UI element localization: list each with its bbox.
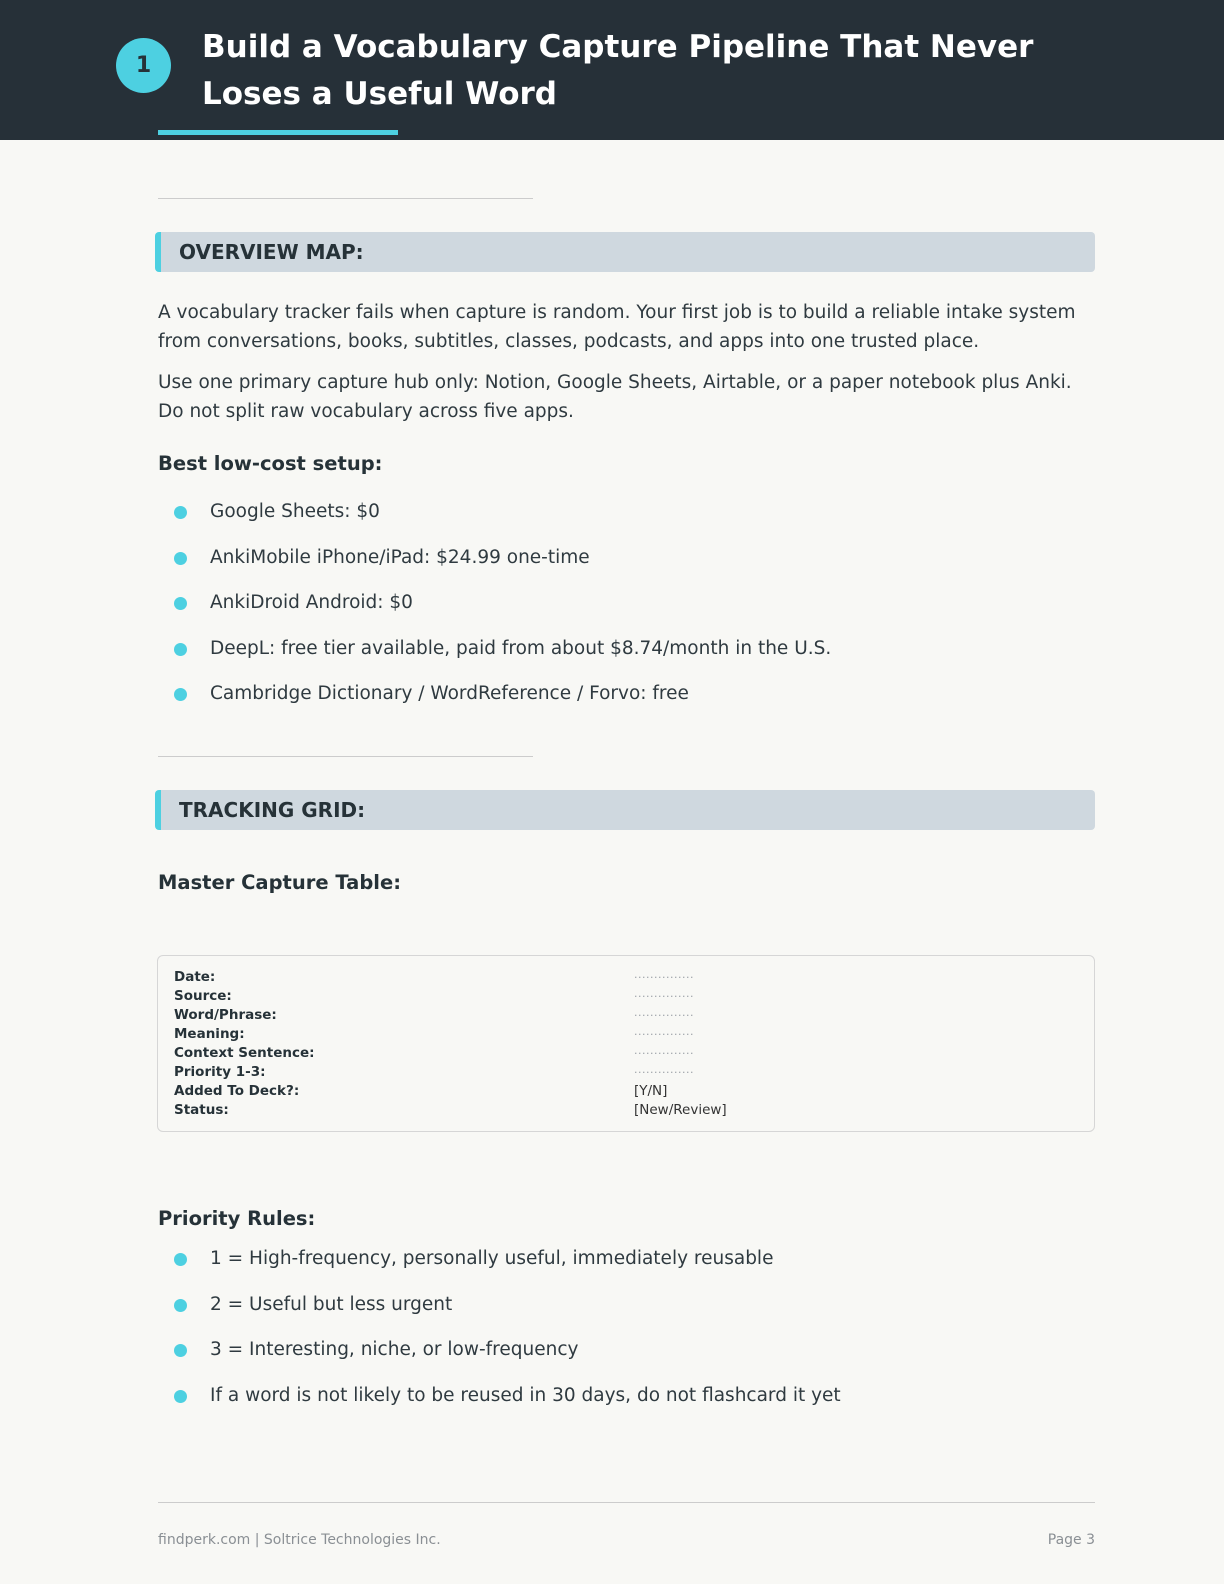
list-item-text: 3 = Interesting, niche, or low-frequency [210, 1339, 579, 1360]
field-label: Added To Deck?: [174, 1083, 300, 1099]
page-header [0, 0, 1224, 140]
master-capture-table [157, 955, 1095, 1132]
priority-rules-list [158, 1245, 1058, 1427]
list-item [158, 1382, 1058, 1428]
list-item-text: 1 = High-frequency, personally useful, immediately reusable [210, 1248, 774, 1269]
bullet-icon [174, 552, 187, 565]
bullet-icon [174, 643, 187, 656]
field-value: ............... [634, 1006, 694, 1019]
rules-heading: Priority Rules: [158, 1207, 316, 1230]
table-row [174, 987, 1074, 1006]
field-label: Priority 1-3: [174, 1064, 266, 1080]
field-label: Context Sentence: [174, 1045, 315, 1061]
list-item-text: 2 = Useful but less urgent [210, 1293, 453, 1315]
field-value: [New/Review] [634, 1102, 727, 1118]
title-underline [158, 130, 398, 135]
list-item [158, 544, 1058, 590]
bullet-icon [174, 506, 187, 519]
bullet-icon [174, 597, 187, 610]
table-row [174, 1006, 1074, 1025]
list-item-text: DeepL: free tier available, paid from about $8.74/month in the U.S. [210, 637, 832, 659]
section-header-overview [155, 232, 1095, 272]
field-value: ............... [634, 1025, 694, 1038]
field-value: ............... [634, 1044, 694, 1057]
list-item [158, 498, 1058, 544]
bullet-icon [174, 1299, 187, 1312]
divider [158, 756, 533, 757]
field-value: ............... [634, 987, 694, 1000]
field-label: Source: [174, 988, 232, 1004]
table-heading: Master Capture Table: [158, 871, 401, 894]
step-number-badge: 1 [116, 38, 171, 93]
footer-divider [158, 1502, 1095, 1503]
section-header-tracking [155, 790, 1095, 830]
table-row [174, 1063, 1074, 1082]
table-row [174, 968, 1074, 987]
list-item [158, 1336, 1058, 1382]
setup-heading: Best low-cost setup: [158, 452, 383, 475]
overview-paragraph: Use one primary capture hub only: Notion, Google Sheets, Airtable, or a paper notebook plus Anki. Do not split raw vocabulary across five apps. [158, 372, 1072, 422]
bullet-icon [174, 1344, 187, 1357]
setup-list [158, 498, 1058, 726]
list-item [158, 680, 1058, 726]
footer-source: findperk.com | Soltrice Technologies Inc. [158, 1532, 441, 1548]
bullet-icon [174, 688, 187, 701]
page-number: Page 3 [1047, 1532, 1095, 1548]
field-value: [Y/N] [634, 1083, 668, 1099]
list-item-text: AnkiMobile iPhone/iPad: $24.99 one-time [210, 546, 590, 568]
list-item [158, 1291, 1058, 1337]
bullet-icon [174, 1390, 187, 1403]
field-value: ............... [634, 1063, 694, 1076]
table-row [174, 1025, 1074, 1044]
table-row [174, 1044, 1074, 1063]
section-heading: TRACKING GRID: [179, 798, 366, 822]
field-value: ............... [634, 968, 694, 981]
page-title: Build a Vocabulary Capture Pipeline That Never Loses a Useful Word [202, 29, 1034, 112]
field-label: Word/Phrase: [174, 1007, 277, 1023]
list-item [158, 1245, 1058, 1291]
table-row [174, 1101, 1074, 1120]
field-label: Date: [174, 969, 216, 985]
list-item-text: Google Sheets: $0 [210, 501, 380, 522]
field-label: Status: [174, 1102, 229, 1118]
overview-paragraph: A vocabulary tracker fails when capture is random. Your first job is to build a reliable intake system from conversations, books, subtitles, classes, podcasts, and apps into one trusted place. [158, 302, 1076, 352]
section-heading: OVERVIEW MAP: [179, 240, 364, 264]
list-item [158, 589, 1058, 635]
bullet-icon [174, 1253, 187, 1266]
list-item-text: If a word is not likely to be reused in 30 days, do not flashcard it yet [210, 1384, 841, 1406]
list-item-text: AnkiDroid Android: $0 [210, 592, 413, 613]
list-item-text: Cambridge Dictionary / WordReference / Forvo: free [210, 683, 689, 704]
field-label: Meaning: [174, 1026, 245, 1042]
list-item [158, 635, 1058, 681]
table-row [174, 1082, 1074, 1101]
divider [158, 198, 533, 199]
